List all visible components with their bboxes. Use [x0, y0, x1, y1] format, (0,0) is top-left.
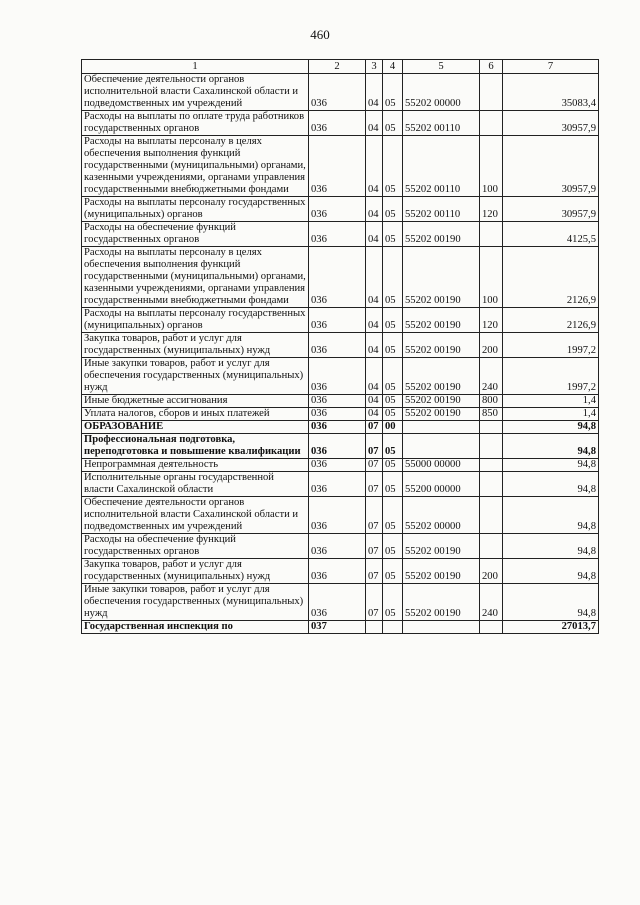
expense-type-code: [480, 497, 503, 534]
ministry-code: 036: [309, 408, 366, 421]
row-name: Иные закупки товаров, работ и услуг для обеспечения государственных (муниципальных) нужд: [82, 358, 309, 395]
subsection-code: 05: [383, 222, 403, 247]
amount: 1997,2: [503, 333, 599, 358]
subsection-code: 00: [383, 421, 403, 434]
table-row: [82, 621, 599, 634]
subsection-code: 05: [383, 584, 403, 621]
subsection-code: 05: [383, 472, 403, 497]
subsection-code: 05: [383, 247, 403, 308]
section-code: 07: [366, 459, 383, 472]
expense-type-code: [480, 459, 503, 472]
ministry-code: 036: [309, 434, 366, 459]
row-name: Расходы на выплаты персоналу государственных (муниципальных) органов: [82, 197, 309, 222]
ministry-code: 036: [309, 111, 366, 136]
page-number: 460: [310, 27, 330, 42]
row-name: Государственная инспекция по: [82, 621, 309, 634]
amount: 30957,9: [503, 136, 599, 197]
section-code: 04: [366, 222, 383, 247]
subsection-code: 05: [383, 333, 403, 358]
amount: 4125,5: [503, 222, 599, 247]
ministry-code: 036: [309, 333, 366, 358]
column-header: 2: [309, 60, 366, 74]
amount: 30957,9: [503, 111, 599, 136]
target-article-code: 55202 00000: [403, 74, 480, 111]
table-row: [82, 222, 599, 247]
amount: 1997,2: [503, 358, 599, 395]
ministry-code: 036: [309, 472, 366, 497]
target-article-code: [403, 434, 480, 459]
amount: 2126,9: [503, 247, 599, 308]
amount: 1,4: [503, 395, 599, 408]
table-row: [82, 584, 599, 621]
table-row: [82, 333, 599, 358]
table-row: [82, 111, 599, 136]
section-code: 07: [366, 534, 383, 559]
row-name: Расходы на выплаты по оплате труда работников государственных органов: [82, 111, 309, 136]
table-row: [82, 74, 599, 111]
amount: 94,8: [503, 584, 599, 621]
subsection-code: [383, 621, 403, 634]
table-row: [82, 534, 599, 559]
section-code: 04: [366, 197, 383, 222]
subsection-code: 05: [383, 308, 403, 333]
table-row: [82, 136, 599, 197]
table-row: [82, 395, 599, 408]
expense-type-code: 100: [480, 247, 503, 308]
row-name: ОБРАЗОВАНИЕ: [82, 421, 309, 434]
ministry-code: 036: [309, 395, 366, 408]
row-name: Расходы на выплаты персоналу в целях обеспечения выполнения функций государственными (муниципальными) органами, казенными учреждениями, органами управления государственными внебюджетными фондами: [82, 136, 309, 197]
row-name: Исполнительные органы государственной власти Сахалинской области: [82, 472, 309, 497]
expense-type-code: 240: [480, 584, 503, 621]
target-article-code: 55202 00190: [403, 222, 480, 247]
section-code: 07: [366, 584, 383, 621]
target-article-code: 55202 00190: [403, 534, 480, 559]
target-article-code: [403, 421, 480, 434]
amount: 94,8: [503, 559, 599, 584]
expense-type-code: 240: [480, 358, 503, 395]
budget-table: [81, 59, 599, 634]
column-header: 3: [366, 60, 383, 74]
subsection-code: 05: [383, 197, 403, 222]
subsection-code: 05: [383, 497, 403, 534]
table-row: [82, 459, 599, 472]
subsection-code: 05: [383, 136, 403, 197]
target-article-code: 55202 00190: [403, 358, 480, 395]
target-article-code: 55202 00110: [403, 111, 480, 136]
table-row: [82, 559, 599, 584]
row-name: Уплата налогов, сборов и иных платежей: [82, 408, 309, 421]
column-header: 5: [403, 60, 480, 74]
amount: 94,8: [503, 421, 599, 434]
expense-type-code: 100: [480, 136, 503, 197]
ministry-code: 036: [309, 497, 366, 534]
expense-type-code: [480, 434, 503, 459]
target-article-code: 55202 00190: [403, 247, 480, 308]
table-row: [82, 197, 599, 222]
column-header: 4: [383, 60, 403, 74]
target-article-code: 55202 00000: [403, 497, 480, 534]
section-code: 07: [366, 421, 383, 434]
expense-type-code: [480, 621, 503, 634]
ministry-code: 036: [309, 308, 366, 333]
expense-type-code: 800: [480, 395, 503, 408]
row-name: Закупка товаров, работ и услуг для государственных (муниципальных) нужд: [82, 559, 309, 584]
expense-type-code: [480, 421, 503, 434]
subsection-code: 05: [383, 111, 403, 136]
row-name: Иные бюджетные ассигнования: [82, 395, 309, 408]
section-code: 04: [366, 358, 383, 395]
target-article-code: 55202 00190: [403, 395, 480, 408]
subsection-code: 05: [383, 74, 403, 111]
amount: 94,8: [503, 459, 599, 472]
column-header: 7: [503, 60, 599, 74]
amount: 94,8: [503, 472, 599, 497]
target-article-code: 55200 00000: [403, 472, 480, 497]
ministry-code: 036: [309, 421, 366, 434]
ministry-code: 036: [309, 74, 366, 111]
target-article-code: 55000 00000: [403, 459, 480, 472]
expense-type-code: 120: [480, 308, 503, 333]
ministry-code: 037: [309, 621, 366, 634]
subsection-code: 05: [383, 358, 403, 395]
section-code: 04: [366, 308, 383, 333]
row-name: Расходы на обеспечение функций государственных органов: [82, 534, 309, 559]
section-code: 07: [366, 434, 383, 459]
expense-type-code: [480, 222, 503, 247]
target-article-code: 55202 00190: [403, 333, 480, 358]
subsection-code: 05: [383, 408, 403, 421]
expense-type-code: [480, 472, 503, 497]
ministry-code: 036: [309, 197, 366, 222]
amount: 27013,7: [503, 621, 599, 634]
ministry-code: 036: [309, 534, 366, 559]
target-article-code: 55202 00110: [403, 136, 480, 197]
section-code: 04: [366, 111, 383, 136]
expense-type-code: 120: [480, 197, 503, 222]
ministry-code: 036: [309, 584, 366, 621]
expense-type-code: [480, 111, 503, 136]
section-code: 04: [366, 408, 383, 421]
table-row: [82, 497, 599, 534]
section-code: 04: [366, 247, 383, 308]
section-code: 07: [366, 472, 383, 497]
target-article-code: 55202 00110: [403, 197, 480, 222]
ministry-code: 036: [309, 559, 366, 584]
expense-type-code: [480, 534, 503, 559]
section-code: 07: [366, 559, 383, 584]
amount: 35083,4: [503, 74, 599, 111]
target-article-code: 55202 00190: [403, 584, 480, 621]
row-name: Иные закупки товаров, работ и услуг для обеспечения государственных (муниципальных) нужд: [82, 584, 309, 621]
ministry-code: 036: [309, 247, 366, 308]
amount: 30957,9: [503, 197, 599, 222]
ministry-code: 036: [309, 222, 366, 247]
ministry-code: 036: [309, 459, 366, 472]
target-article-code: [403, 621, 480, 634]
row-name: Расходы на выплаты персоналу государственных (муниципальных) органов: [82, 308, 309, 333]
target-article-code: 55202 00190: [403, 308, 480, 333]
subsection-code: 05: [383, 459, 403, 472]
table-row: [82, 308, 599, 333]
section-code: 07: [366, 497, 383, 534]
table-row: [82, 421, 599, 434]
table-body: [82, 74, 599, 634]
expense-type-code: 850: [480, 408, 503, 421]
target-article-code: 55202 00190: [403, 559, 480, 584]
amount: 94,8: [503, 434, 599, 459]
section-code: 04: [366, 74, 383, 111]
row-name: Закупка товаров, работ и услуг для государственных (муниципальных) нужд: [82, 333, 309, 358]
expense-type-code: 200: [480, 333, 503, 358]
table-row: [82, 434, 599, 459]
row-name: Обеспечение деятельности органов исполнительной власти Сахалинской области и подведомственных им учреждений: [82, 74, 309, 111]
ministry-code: 036: [309, 358, 366, 395]
subsection-code: 05: [383, 395, 403, 408]
table-row: [82, 472, 599, 497]
ministry-code: 036: [309, 136, 366, 197]
row-name: Непрограммная деятельность: [82, 459, 309, 472]
section-code: 04: [366, 395, 383, 408]
table-row: [82, 408, 599, 421]
row-name: Расходы на обеспечение функций государственных органов: [82, 222, 309, 247]
expense-type-code: [480, 74, 503, 111]
section-code: 04: [366, 333, 383, 358]
table-row: [82, 358, 599, 395]
amount: 1,4: [503, 408, 599, 421]
table-row: [82, 247, 599, 308]
header-row: [82, 60, 599, 74]
amount: 94,8: [503, 497, 599, 534]
row-name: Профессиональная подготовка, переподготовка и повышение квалификации: [82, 434, 309, 459]
column-header: 6: [480, 60, 503, 74]
section-code: [366, 621, 383, 634]
section-code: 04: [366, 136, 383, 197]
amount: 2126,9: [503, 308, 599, 333]
row-name: Обеспечение деятельности органов исполнительной власти Сахалинской области и подведомственных им учреждений: [82, 497, 309, 534]
subsection-code: 05: [383, 559, 403, 584]
row-name: Расходы на выплаты персоналу в целях обеспечения выполнения функций государственными (муниципальными) органами, казенными учреждениями, органами управления государственными внебюджетными фондами: [82, 247, 309, 308]
column-header: 1: [82, 60, 309, 74]
subsection-code: 05: [383, 434, 403, 459]
amount: 94,8: [503, 534, 599, 559]
subsection-code: 05: [383, 534, 403, 559]
target-article-code: 55202 00190: [403, 408, 480, 421]
expense-type-code: 200: [480, 559, 503, 584]
